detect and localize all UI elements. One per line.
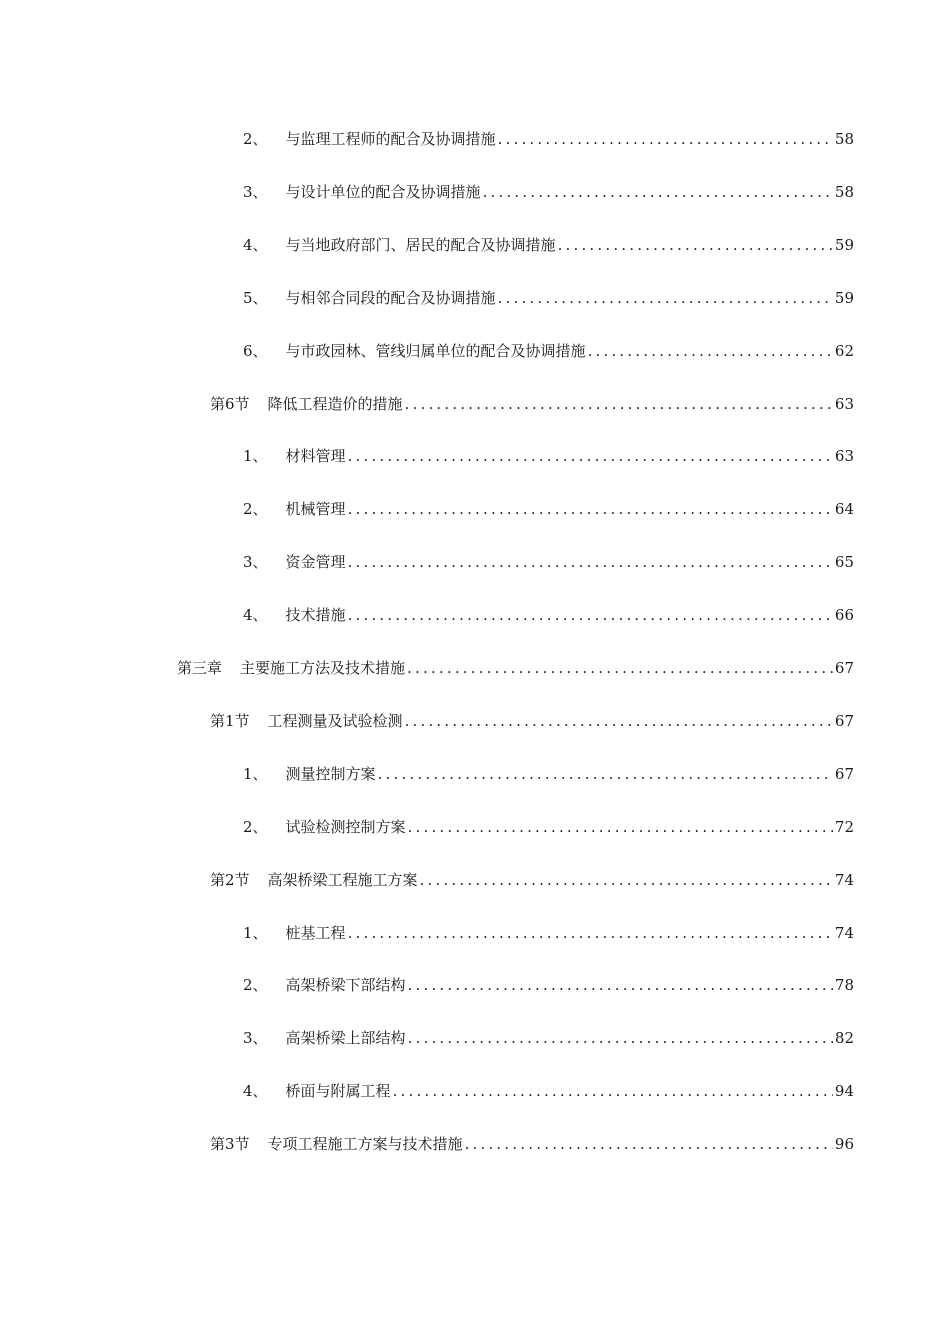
toc-entry[interactable] <box>243 973 854 997</box>
toc-entry-page-number: 74 <box>834 924 854 942</box>
toc-dot-leader <box>393 1079 833 1103</box>
toc-entry-title: 降低工程造价的措施 <box>267 395 403 413</box>
toc-entry-number: 5、 <box>243 289 268 307</box>
toc-entry-title: 与市政园林、管线归属单位的配合及协调措施 <box>285 342 586 360</box>
toc-entry-page-number: 59 <box>834 289 854 307</box>
toc-dot-leader <box>465 1132 833 1156</box>
toc-entry-number: 1、 <box>243 447 268 465</box>
toc-dot-leader <box>408 815 833 839</box>
toc-entry-page-number: 64 <box>834 500 854 518</box>
toc-entry-number: 6、 <box>243 342 268 360</box>
toc-entry-page-number: 63 <box>834 395 854 413</box>
toc-entry[interactable] <box>243 550 854 574</box>
toc-entry[interactable] <box>243 127 854 151</box>
toc-entry-title: 技术措施 <box>285 606 346 624</box>
toc-entry-number: 第2节 <box>210 871 250 889</box>
toc-entry[interactable] <box>243 233 854 257</box>
toc-entry-title: 与当地政府部门、居民的配合及协调措施 <box>285 236 556 254</box>
toc-dot-leader <box>348 603 833 627</box>
toc-dot-leader <box>498 127 833 151</box>
toc-dot-leader <box>348 497 833 521</box>
toc-entry-number: 2、 <box>243 130 268 148</box>
toc-entry[interactable] <box>243 603 854 627</box>
toc-entry-title: 主要施工方法及技术措施 <box>240 659 406 677</box>
toc-entry[interactable] <box>243 444 854 468</box>
toc-entry-number: 2、 <box>243 500 268 518</box>
toc-entry-title: 材料管理 <box>285 447 346 465</box>
toc-entry-page-number: 67 <box>834 765 854 783</box>
toc-entry-title: 工程测量及试验检测 <box>267 712 403 730</box>
toc-entry-page-number: 67 <box>834 659 854 677</box>
toc-entry-page-number: 67 <box>834 712 854 730</box>
toc-entry-number: 1、 <box>243 765 268 783</box>
toc-entry-page-number: 82 <box>834 1029 854 1047</box>
toc-dot-leader <box>408 973 833 997</box>
toc-entry[interactable] <box>243 921 854 945</box>
toc-entry[interactable] <box>177 656 854 680</box>
toc-dot-leader <box>498 286 833 310</box>
toc-entry-title: 桩基工程 <box>285 924 346 942</box>
toc-entry-title: 资金管理 <box>285 553 346 571</box>
toc-entry-title: 试验检测控制方案 <box>285 818 406 836</box>
toc-entry[interactable] <box>210 868 854 892</box>
toc-entry-title: 高架桥梁上部结构 <box>285 1029 406 1047</box>
toc-dot-leader <box>408 1026 833 1050</box>
toc-entry[interactable] <box>243 497 854 521</box>
toc-entry[interactable] <box>243 286 854 310</box>
toc-entry-page-number: 58 <box>834 183 854 201</box>
toc-dot-leader <box>483 180 833 204</box>
toc-entry-number: 4、 <box>243 606 268 624</box>
toc-entry-number: 4、 <box>243 1082 268 1100</box>
toc-entry-title: 与监理工程师的配合及协调措施 <box>285 130 496 148</box>
toc-entry[interactable] <box>210 392 854 416</box>
toc-entry-number: 3、 <box>243 553 268 571</box>
toc-entry-title: 高架桥梁下部结构 <box>285 976 406 994</box>
toc-entry-page-number: 66 <box>834 606 854 624</box>
toc-entry[interactable] <box>243 1026 854 1050</box>
toc-entry[interactable] <box>243 180 854 204</box>
toc-entry-page-number: 72 <box>834 818 854 836</box>
toc-entry[interactable] <box>243 815 854 839</box>
toc-dot-leader <box>420 868 833 892</box>
toc-entry-page-number: 78 <box>834 976 854 994</box>
toc-dot-leader <box>405 392 833 416</box>
toc-entry-number: 1、 <box>243 924 268 942</box>
toc-entry-number: 4、 <box>243 236 268 254</box>
toc-entry-number: 第1节 <box>210 712 250 730</box>
toc-entry[interactable] <box>243 1079 854 1103</box>
toc-entry-title: 机械管理 <box>285 500 346 518</box>
toc-entry-page-number: 62 <box>834 342 854 360</box>
toc-entry-title: 桥面与附属工程 <box>285 1082 391 1100</box>
toc-entry-page-number: 59 <box>834 236 854 254</box>
toc-dot-leader <box>558 233 833 257</box>
toc-dot-leader <box>588 339 833 363</box>
toc-entry-title: 与相邻合同段的配合及协调措施 <box>285 289 496 307</box>
toc-entry-page-number: 58 <box>834 130 854 148</box>
toc-entry-number: 第3节 <box>210 1135 250 1153</box>
toc-dot-leader <box>407 656 833 680</box>
toc-entry-number: 3、 <box>243 1029 268 1047</box>
toc-dot-leader <box>348 550 833 574</box>
toc-entry-number: 2、 <box>243 818 268 836</box>
toc-entry-page-number: 63 <box>834 447 854 465</box>
toc-entry-number: 3、 <box>243 183 268 201</box>
toc-dot-leader <box>348 921 833 945</box>
toc-entry-page-number: 96 <box>834 1135 854 1153</box>
toc-dot-leader <box>405 709 833 733</box>
toc-entry[interactable] <box>243 762 854 786</box>
toc-entry[interactable] <box>210 709 854 733</box>
toc-entry[interactable] <box>243 339 854 363</box>
toc-entry-page-number: 65 <box>834 553 854 571</box>
toc-entry-number: 第6节 <box>210 395 250 413</box>
toc-entry-number: 2、 <box>243 976 268 994</box>
toc-entry-number: 第三章 <box>177 659 223 677</box>
toc-entry-title: 测量控制方案 <box>285 765 376 783</box>
toc-dot-leader <box>378 762 833 786</box>
toc-entry-title: 专项工程施工方案与技术措施 <box>267 1135 463 1153</box>
toc-entry-page-number: 74 <box>834 871 854 889</box>
toc-entry-title: 高架桥梁工程施工方案 <box>267 871 418 889</box>
toc-entry-page-number: 94 <box>834 1082 854 1100</box>
toc-dot-leader <box>348 444 833 468</box>
toc-entry[interactable] <box>210 1132 854 1156</box>
toc-entry-title: 与设计单位的配合及协调措施 <box>285 183 481 201</box>
